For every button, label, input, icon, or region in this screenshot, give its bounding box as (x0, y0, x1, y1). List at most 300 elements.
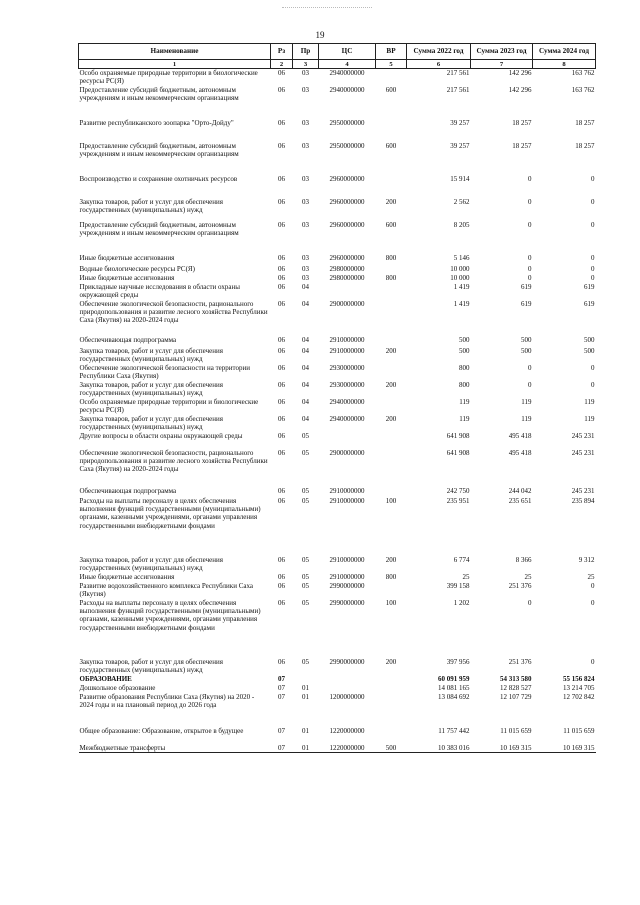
row-pr: 03 (302, 197, 309, 206)
row-sum-2023: 244 042 (508, 486, 532, 495)
row-vr (376, 175, 407, 198)
row-name: Обеспечение экологической безопасности, рационального природопользования и развитие лесного хозяйства Республики Саха (Якутия) на 2020-2024 годы (79, 299, 268, 325)
row-rz: 06 (278, 496, 285, 505)
row-pr: 05 (302, 431, 309, 440)
row-sum-2022: 641 908 (446, 431, 470, 440)
row-pr: 01 (302, 683, 309, 692)
row-sum-2024: 163 762 (571, 69, 595, 77)
row-sum-2024: 500 (584, 335, 595, 344)
row-name: Закупка товаров, работ и услуг для обеспечения государственных (муниципальных) нужд (79, 414, 223, 432)
row-pr: 03 (302, 264, 309, 273)
header-pr: Пр (293, 44, 319, 60)
row-cs: 2940000000 (329, 397, 365, 406)
table-row (79, 727, 596, 744)
row-vr (376, 300, 407, 336)
row-sum-2023: 495 418 (508, 448, 532, 457)
row-sum-2023: 10 169 315 (471, 744, 533, 753)
row-rz: 06 (278, 555, 285, 564)
row-cs: 2980000000 (329, 273, 365, 282)
row-pr: 05 (302, 657, 309, 666)
row-vr (376, 684, 407, 693)
row-cs: 1220000000 (319, 744, 376, 753)
row-rz: 06 (278, 486, 285, 495)
row-pr: 04 (302, 414, 309, 423)
table-row (79, 364, 596, 381)
row-sum-2023: 495 418 (508, 431, 532, 440)
row-name: Общее образование: Образование, открытое в будущее (79, 726, 244, 735)
row-cs: 2900000000 (329, 299, 365, 308)
row-vr: 200 (385, 555, 397, 564)
table-row (79, 69, 596, 86)
table-row (79, 86, 596, 119)
row-sum-2022: 5 146 (453, 253, 470, 262)
row-rz: 07 (278, 692, 285, 701)
row-sum-2022: 800 (459, 380, 470, 389)
table-row (79, 119, 596, 142)
row-sum-2024: 619 (584, 299, 595, 308)
row-sum-2024: 245 231 (571, 431, 595, 440)
table-row (79, 432, 596, 449)
row-pr: 03 (302, 118, 309, 127)
row-sum-2024: 0 (591, 273, 595, 282)
column-number: 2 (271, 60, 293, 69)
row-pr: 04 (302, 299, 309, 308)
row-vr: 200 (385, 346, 397, 355)
column-number: 6 (407, 60, 471, 69)
row-sum-2023: 0 (528, 253, 532, 262)
row-name: Иные бюджетные ассигнования (79, 572, 175, 581)
row-name: Развитие водохозяйственного комплекса Республики Саха (Якутия) (79, 581, 253, 599)
row-rz: 06 (278, 85, 285, 94)
row-rz: 06 (278, 273, 285, 282)
row-sum-2023: 142 296 (508, 85, 532, 94)
row-sum-2023: 0 (528, 174, 532, 183)
scan-artifact (282, 7, 372, 8)
row-cs: 2910000000 (329, 346, 365, 355)
row-sum-2024: 500 (584, 346, 595, 355)
row-rz: 06 (278, 197, 285, 206)
row-cs (319, 684, 376, 693)
row-sum-2024: 0 (591, 197, 595, 206)
row-rz: 06 (278, 69, 285, 77)
table-row (79, 599, 596, 658)
row-vr: 100 (385, 598, 397, 607)
table-row (79, 381, 596, 398)
row-cs: 2930000000 (329, 380, 365, 389)
row-rz: 06 (278, 264, 285, 273)
table-row (79, 142, 596, 175)
row-name: Предоставление субсидий бюджетным, автономным учреждениям и иным некоммерческим организациям (79, 85, 239, 103)
row-sum-2024: 619 (584, 282, 595, 291)
row-vr (376, 675, 407, 684)
row-pr: 01 (293, 744, 319, 753)
row-cs: 2910000000 (329, 335, 365, 344)
row-sum-2023: 251 376 (508, 657, 532, 666)
row-sum-2024: 0 (591, 174, 595, 183)
row-name: Особо охраняемые природные территории в биологические ресурсы РС(Я) (79, 69, 258, 86)
table-row (79, 744, 596, 753)
column-number: 1 (79, 60, 271, 69)
row-vr (376, 265, 407, 274)
row-sum-2022: 10 383 016 (407, 744, 471, 753)
row-sum-2024: 25 (587, 572, 595, 581)
column-number: 5 (376, 60, 407, 69)
row-sum-2023: 235 651 (508, 496, 532, 505)
row-cs: 2900000000 (329, 448, 365, 457)
row-rz: 06 (278, 448, 285, 457)
row-pr: 05 (302, 581, 309, 590)
row-sum-2022: 242 750 (446, 486, 470, 495)
column-number-row (79, 60, 596, 69)
row-sum-2022: 500 (459, 346, 470, 355)
row-name: Обеспечивающая подпрограмма (79, 486, 177, 495)
row-sum-2023: 619 (521, 299, 532, 308)
row-rz: 06 (278, 282, 285, 291)
row-name: Прикладные научные исследования в области охраны окружающей среды (79, 282, 240, 300)
row-pr: 05 (302, 598, 309, 607)
row-sum-2023: 18 257 (512, 118, 532, 127)
row-pr: 04 (302, 335, 309, 344)
header-row (79, 44, 596, 60)
row-pr: 05 (302, 555, 309, 564)
row-name: Развитие республиканского зоопарка "Орто-Дойду" (79, 118, 234, 127)
row-sum-2022: 25 (462, 572, 470, 581)
row-rz: 06 (278, 141, 285, 150)
row-cs: 1220000000 (329, 726, 365, 735)
table-row (79, 274, 596, 283)
row-cs: 2960000000 (329, 220, 365, 229)
row-rz: 06 (278, 220, 285, 229)
row-sum-2023: 18 257 (512, 141, 532, 150)
table-row (79, 556, 596, 573)
row-name: Развитие образования Республики Саха (Якутия) на 2020 - 2024 годы и на плановый период до 2026 года (79, 692, 255, 710)
row-name: Предоставление субсидий бюджетным, автономным учреждениям и иным некоммерческим организациям (79, 220, 239, 238)
row-sum-2022: 217 561 (446, 85, 470, 94)
row-pr: 05 (302, 572, 309, 581)
row-rz: 06 (278, 118, 285, 127)
row-name: Обеспечение экологической безопасности, рационального природопользования и развитие лесного хозяйства Республики Саха (Якутия) на 2020-2024 годы (79, 448, 268, 474)
row-sum-2022: 10 000 (450, 273, 470, 282)
row-pr (293, 675, 319, 684)
row-name: Другие вопросы в области охраны окружающей среды (79, 431, 243, 440)
row-pr: 04 (302, 397, 309, 406)
row-sum-2023: 11 015 659 (500, 726, 532, 735)
table-row (79, 573, 596, 582)
row-sum-2024: 18 257 (575, 141, 595, 150)
table-row (79, 487, 596, 497)
row-cs: 2960000000 (329, 197, 365, 206)
row-rz: 07 (278, 726, 285, 735)
row-pr: 03 (302, 220, 309, 229)
row-name: Воспроизводство и сохранение охотничьих ресурсов (79, 174, 238, 183)
header-sum-2024: Сумма 2024 год (533, 44, 596, 60)
row-sum-2022: 1 419 (453, 282, 470, 291)
row-vr: 200 (385, 414, 397, 423)
row-name: Расходы на выплаты персоналу в целях обеспечения выполнения функций государственными (муниципальными) органами, казенными учреждениями, органами управления государственными внебюджетными фондами (79, 598, 261, 632)
row-name: Обеспечивающая подпрограмма (79, 335, 177, 344)
column-number: 7 (471, 60, 533, 69)
row-sum-2023: 54 313 580 (500, 674, 532, 683)
row-cs (319, 283, 376, 300)
row-name: Закупка товаров, работ и услуг для обеспечения государственных (муниципальных) нужд (79, 197, 223, 215)
row-vr (376, 336, 407, 347)
row-name: Предоставление субсидий бюджетным, автономным учреждениям и иным некоммерческим организациям (79, 141, 239, 159)
row-sum-2024: 245 231 (571, 448, 595, 457)
row-sum-2023: 0 (528, 380, 532, 389)
row-vr: 600 (385, 220, 397, 229)
row-cs: 2940000000 (329, 85, 365, 94)
row-vr (376, 283, 407, 300)
table-row (79, 582, 596, 599)
row-vr (376, 398, 407, 415)
row-vr: 800 (385, 253, 397, 262)
row-sum-2022: 13 084 692 (438, 692, 470, 701)
row-sum-2024: 119 (584, 414, 595, 423)
row-name: Расходы на выплаты персоналу в целях обеспечения выполнения функций государственными (муниципальными) органами, казенными учреждениями, органами управления государственными внебюджетными фондами (79, 496, 261, 530)
row-sum-2022: 119 (459, 397, 470, 406)
row-sum-2022: 217 561 (446, 69, 470, 77)
row-sum-2024: 13 214 705 (563, 683, 595, 692)
row-sum-2024: 18 257 (575, 118, 595, 127)
row-vr: 800 (385, 572, 397, 581)
row-vr: 600 (385, 85, 397, 94)
table-row (79, 336, 596, 347)
row-cs (319, 432, 376, 449)
row-vr (376, 727, 407, 744)
row-sum-2022: 11 757 442 (438, 726, 470, 735)
row-cs: 1200000000 (329, 692, 365, 701)
row-sum-2022: 15 914 (450, 174, 470, 183)
row-pr: 03 (302, 273, 309, 282)
row-sum-2023: 8 366 (515, 555, 532, 564)
row-sum-2024: 0 (591, 380, 595, 389)
row-pr: 05 (302, 496, 309, 505)
row-cs: 2930000000 (329, 363, 365, 372)
row-pr: 04 (302, 363, 309, 372)
row-vr: 600 (385, 141, 397, 150)
row-sum-2023: 251 376 (508, 581, 532, 590)
row-rz: 07 (278, 683, 285, 692)
row-vr (376, 582, 407, 599)
column-number: 3 (293, 60, 319, 69)
row-sum-2022: 641 908 (446, 448, 470, 457)
row-cs: 2910000000 (329, 555, 365, 564)
row-rz: 06 (278, 380, 285, 389)
row-sum-2023: 0 (528, 264, 532, 273)
row-sum-2024: 11 015 659 (563, 726, 595, 735)
row-rz: 06 (278, 346, 285, 355)
row-name: Закупка товаров, работ и услуг для обеспечения государственных (муниципальных) нужд (79, 555, 223, 573)
row-pr: 04 (302, 346, 309, 355)
row-sum-2022: 800 (459, 363, 470, 372)
row-sum-2023: 0 (528, 197, 532, 206)
row-sum-2024: 0 (591, 598, 595, 607)
table-row (79, 300, 596, 336)
header-vr: ВР (376, 44, 407, 60)
table-row (79, 415, 596, 432)
row-name: Обеспечение экологической безопасности на территории Республики Саха (Якутия) (79, 363, 250, 381)
row-sum-2022: 500 (459, 335, 470, 344)
row-sum-2023: 119 (521, 414, 532, 423)
row-vr: 100 (385, 496, 397, 505)
row-cs: 2980000000 (329, 264, 365, 273)
row-sum-2024: 0 (591, 220, 595, 229)
row-sum-2023: 500 (521, 335, 532, 344)
row-cs: 2960000000 (329, 253, 365, 262)
row-name: Особо охраняемые природные территории и биологические ресурсы РС(Я) (79, 397, 259, 415)
row-vr (376, 487, 407, 497)
row-vr: 800 (385, 273, 397, 282)
row-cs: 2990000000 (329, 581, 365, 590)
row-sum-2024: 55 156 824 (563, 674, 595, 683)
header-sum-2022: Сумма 2022 год (407, 44, 471, 60)
row-name: Иные бюджетные ассигнования (79, 253, 175, 262)
row-rz: 06 (278, 335, 285, 344)
row-sum-2024: 163 762 (571, 85, 595, 94)
row-rz: 06 (278, 174, 285, 183)
row-pr: 05 (302, 448, 309, 457)
table-row (79, 658, 596, 675)
row-vr: 200 (385, 197, 397, 206)
row-name: ОБРАЗОВАНИЕ (79, 674, 132, 683)
row-sum-2024: 10 169 315 (533, 744, 596, 753)
row-pr: 04 (302, 380, 309, 389)
row-name: Дошкольное образование (79, 683, 156, 692)
row-name: Закупка товаров, работ и услуг для обеспечения государственных (муниципальных) нужд (79, 657, 223, 675)
row-pr: 01 (302, 726, 309, 735)
row-sum-2023: 119 (521, 397, 532, 406)
row-name: Закупка товаров, работ и услуг для обеспечения государственных (муниципальных) нужд (79, 380, 223, 398)
table-row (79, 265, 596, 274)
row-sum-2024: 0 (591, 264, 595, 273)
row-sum-2024: 0 (591, 253, 595, 262)
row-sum-2022: 10 000 (450, 264, 470, 273)
row-sum-2023: 12 107 729 (500, 692, 532, 701)
row-sum-2022: 39 257 (450, 141, 470, 150)
row-rz: 06 (278, 414, 285, 423)
row-rz: 06 (278, 598, 285, 607)
row-sum-2024: 12 702 842 (563, 692, 595, 701)
table-row (79, 283, 596, 300)
table-row (79, 254, 596, 265)
row-sum-2023: 0 (528, 598, 532, 607)
row-sum-2022: 6 774 (453, 555, 470, 564)
row-cs (319, 675, 376, 684)
row-sum-2022: 8 205 (453, 220, 470, 229)
row-name: Закупка товаров, работ и услуг для обеспечения государственных (муниципальных) нужд (79, 346, 223, 364)
row-rz: 07 (278, 674, 285, 683)
table-row (79, 675, 596, 684)
row-cs: 2950000000 (329, 141, 365, 150)
row-rz: 07 (271, 744, 293, 753)
row-sum-2022: 14 081 165 (438, 683, 470, 692)
row-cs: 2910000000 (329, 496, 365, 505)
header-sum-2023: Сумма 2023 год (471, 44, 533, 60)
row-sum-2022: 1 419 (453, 299, 470, 308)
table-row (79, 449, 596, 487)
row-cs: 2950000000 (329, 118, 365, 127)
row-pr: 03 (302, 253, 309, 262)
row-sum-2022: 60 091 959 (438, 674, 470, 683)
row-pr: 01 (302, 692, 309, 701)
row-rz: 06 (278, 299, 285, 308)
row-name: Иные бюджетные ассигнования (79, 273, 175, 282)
row-cs: 2910000000 (329, 486, 365, 495)
row-rz: 06 (278, 572, 285, 581)
column-number: 8 (533, 60, 596, 69)
row-name: Водные биологические ресурсы РС(Я) (79, 264, 195, 273)
header-rz: Рз (271, 44, 293, 60)
row-sum-2022: 2 562 (453, 197, 470, 206)
row-vr (376, 119, 407, 142)
row-rz: 06 (278, 253, 285, 262)
page-number: 19 (315, 30, 325, 40)
row-vr (376, 69, 407, 86)
row-cs: 2990000000 (329, 598, 365, 607)
row-sum-2022: 119 (459, 414, 470, 423)
row-vr: 200 (385, 657, 397, 666)
row-sum-2022: 397 956 (446, 657, 470, 666)
row-vr: 500 (376, 744, 407, 753)
row-vr: 200 (385, 380, 397, 389)
row-sum-2024: 245 231 (571, 486, 595, 495)
row-pr: 03 (302, 69, 309, 77)
row-pr: 04 (302, 282, 309, 291)
row-sum-2023: 142 296 (508, 69, 532, 77)
row-pr: 03 (302, 141, 309, 150)
table-row (79, 347, 596, 364)
row-name: Межбюджетные трансферты (79, 744, 271, 753)
row-sum-2023: 12 828 527 (500, 683, 532, 692)
row-sum-2022: 1 202 (453, 598, 470, 607)
row-cs: 2990000000 (329, 657, 365, 666)
row-sum-2024: 0 (591, 363, 595, 372)
row-sum-2024: 0 (591, 581, 595, 590)
table-row (79, 175, 596, 198)
table-row (79, 693, 596, 727)
table-row (79, 684, 596, 693)
table-row (79, 221, 596, 254)
row-cs: 2910000000 (329, 572, 365, 581)
column-number: 4 (319, 60, 376, 69)
row-sum-2022: 235 951 (446, 496, 470, 505)
row-sum-2024: 9 312 (578, 555, 595, 564)
header-cs: ЦС (319, 44, 376, 60)
table-row (79, 398, 596, 415)
row-cs: 2960000000 (329, 174, 365, 183)
row-vr (376, 432, 407, 449)
row-sum-2023: 619 (521, 282, 532, 291)
table-row (79, 198, 596, 221)
row-pr: 05 (302, 486, 309, 495)
row-pr: 03 (302, 85, 309, 94)
row-cs: 2940000000 (329, 414, 365, 423)
row-sum-2023: 500 (521, 346, 532, 355)
row-sum-2023: 0 (528, 273, 532, 282)
table-body (79, 69, 596, 753)
row-rz: 06 (278, 397, 285, 406)
row-sum-2024: 235 894 (571, 496, 595, 505)
row-cs: 2940000000 (329, 69, 365, 77)
row-sum-2024: 0 (591, 657, 595, 666)
row-rz: 06 (278, 431, 285, 440)
budget-table (78, 43, 596, 753)
row-sum-2024: 119 (584, 397, 595, 406)
row-rz: 06 (278, 581, 285, 590)
header-name: Наименование (79, 44, 271, 60)
row-sum-2022: 399 158 (446, 581, 470, 590)
row-sum-2023: 0 (528, 363, 532, 372)
